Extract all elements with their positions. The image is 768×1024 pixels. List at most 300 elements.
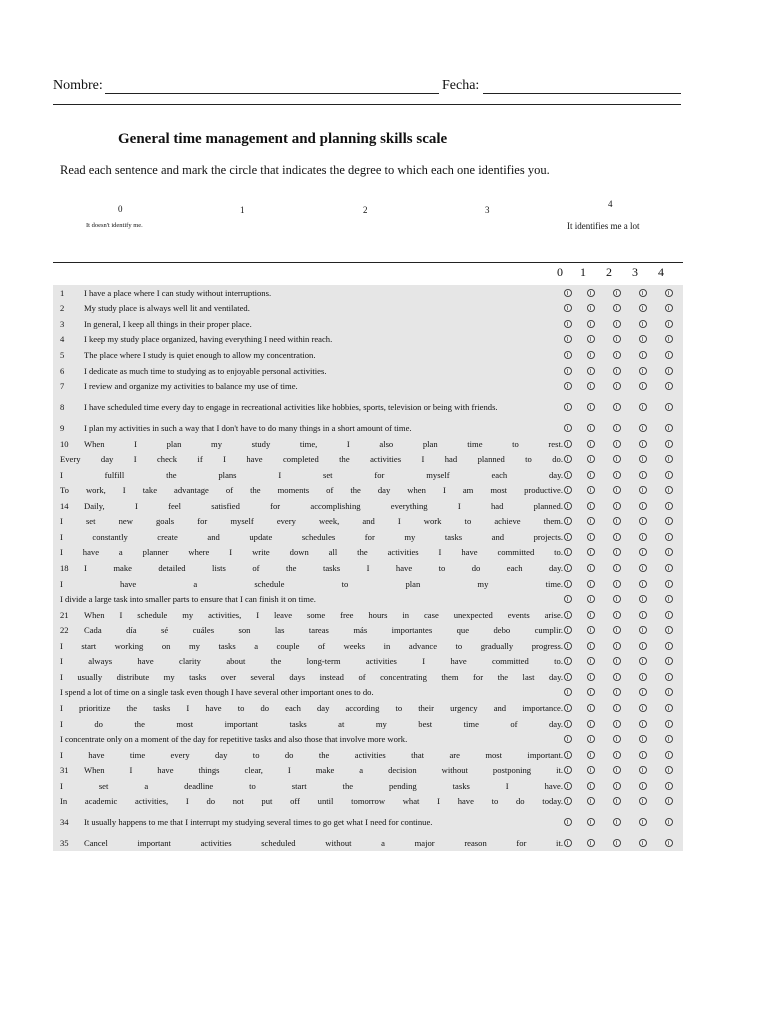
circle-option-icon[interactable]	[587, 564, 595, 572]
circle-option-icon[interactable]	[665, 335, 673, 343]
table-row	[53, 622, 683, 638]
circle-option-icon[interactable]	[613, 351, 621, 359]
circle-option-icon[interactable]	[587, 839, 595, 847]
circle-option-icon[interactable]	[613, 688, 621, 696]
circle-option-icon[interactable]	[665, 289, 673, 297]
table-row	[53, 301, 683, 317]
circle-option-icon[interactable]	[587, 735, 595, 743]
item-statement	[60, 563, 563, 573]
circle-option-icon[interactable]	[639, 351, 647, 359]
table-row	[53, 747, 683, 763]
circle-option-icon[interactable]	[613, 367, 621, 375]
circle-option-icon[interactable]	[639, 626, 647, 634]
circle-option-icon[interactable]	[665, 688, 673, 696]
circle-option-icon[interactable]	[613, 735, 621, 743]
circle-option-icon[interactable]	[587, 533, 595, 541]
circle-option-icon[interactable]	[665, 471, 673, 479]
item-text: The place where I study is quiet enough to allow my concentration.	[84, 350, 316, 360]
item-text: I have a place where I can study without interruptions.	[84, 287, 272, 298]
item-number: 3	[60, 318, 65, 329]
item-statement	[60, 781, 563, 791]
item-number: 4	[60, 334, 65, 345]
circle-option-icon[interactable]	[665, 782, 673, 790]
questionnaire-table	[53, 285, 683, 851]
circle-option-icon[interactable]	[564, 626, 572, 634]
circle-option-icon[interactable]	[639, 382, 647, 390]
circle-option-icon[interactable]	[665, 486, 673, 494]
item-statement	[60, 765, 563, 775]
circle-option-icon[interactable]	[564, 502, 572, 510]
circle-option-icon[interactable]	[564, 580, 572, 588]
table-row	[53, 731, 683, 747]
circle-option-icon[interactable]	[587, 657, 595, 665]
circle-option-icon[interactable]	[639, 642, 647, 650]
table-row	[53, 560, 683, 576]
circle-option-icon[interactable]	[587, 502, 595, 510]
circle-option-icon[interactable]	[639, 517, 647, 525]
circle-option-icon[interactable]	[587, 351, 595, 359]
item-text: Cancel important activities scheduled without a major reason for it.	[84, 838, 563, 849]
item-text: I have scheduled time every day to engage in recreational activities like hobbies, sports, television or being with friends.	[84, 402, 498, 413]
item-text: I make detailed lists of the tasks I have to do each day.	[84, 562, 563, 573]
circle-option-icon[interactable]	[639, 839, 647, 847]
circle-option-icon[interactable]	[639, 502, 647, 510]
circle-option-icon[interactable]	[665, 564, 673, 572]
circle-option-icon[interactable]	[613, 455, 621, 463]
header-fields	[53, 78, 681, 94]
circle-option-icon[interactable]	[564, 486, 572, 494]
circle-option-icon[interactable]	[665, 403, 673, 411]
circle-option-icon[interactable]	[613, 595, 621, 603]
item-text: I have a planner where I write down all the activities I have committed to.	[60, 547, 563, 558]
scale-value-3: 3	[485, 205, 490, 215]
scale-value-0: 0	[118, 204, 123, 214]
circle-option-icon[interactable]	[587, 403, 595, 411]
circle-option-icon[interactable]	[564, 304, 572, 312]
circle-option-icon[interactable]	[564, 403, 572, 411]
circle-option-icon[interactable]	[564, 720, 572, 728]
item-statement	[60, 402, 563, 412]
circle-option-icon[interactable]	[639, 766, 647, 774]
table-row	[53, 316, 683, 332]
circle-option-icon[interactable]	[587, 486, 595, 494]
circle-option-icon[interactable]	[564, 367, 572, 375]
circle-option-icon[interactable]	[613, 797, 621, 805]
circle-option-icon[interactable]	[665, 533, 673, 541]
table-row	[53, 514, 683, 530]
item-text: I plan my activities in such a way that I don't have to do many things in a short amount of time.	[84, 422, 412, 433]
table-row	[53, 576, 683, 592]
table-row	[53, 378, 683, 394]
circle-option-icon[interactable]	[587, 424, 595, 432]
name-label: Nombre:	[53, 78, 103, 93]
circle-option-icon[interactable]	[613, 766, 621, 774]
scale-value-1: 1	[240, 205, 245, 215]
circle-option-icon[interactable]	[613, 657, 621, 665]
table-row	[53, 762, 683, 778]
circle-option-icon[interactable]	[587, 673, 595, 681]
table-row	[53, 529, 683, 545]
item-number: 8	[60, 402, 65, 413]
circle-option-icon[interactable]	[587, 289, 595, 297]
item-number: 6	[60, 365, 65, 376]
circle-option-icon[interactable]	[564, 351, 572, 359]
circle-option-icon[interactable]	[587, 704, 595, 712]
circle-option-icon[interactable]	[564, 455, 572, 463]
circle-option-icon[interactable]	[665, 440, 673, 448]
table-row	[53, 685, 683, 701]
circle-option-icon[interactable]	[639, 424, 647, 432]
circle-option-icon[interactable]	[665, 517, 673, 525]
table-row	[53, 467, 683, 483]
scale-high-caption: It identifies me a lot	[567, 221, 640, 231]
item-statement	[60, 719, 563, 729]
circle-option-icon[interactable]	[665, 766, 673, 774]
circle-option-icon[interactable]	[639, 797, 647, 805]
circle-option-icon[interactable]	[665, 455, 673, 463]
item-statement	[60, 439, 563, 449]
circle-option-icon[interactable]	[665, 611, 673, 619]
circle-option-icon[interactable]	[639, 367, 647, 375]
item-text: I review and organize my activities to balance my use of time.	[84, 381, 298, 392]
date-label: Fecha:	[442, 78, 480, 93]
circle-option-icon[interactable]	[639, 782, 647, 790]
circle-option-icon[interactable]	[665, 818, 673, 826]
item-text: When I schedule my activities, I leave some free hours in case unexpected events arise.	[84, 609, 563, 620]
circle-option-icon[interactable]	[639, 403, 647, 411]
item-text: My study place is always well lit and ventilated.	[84, 303, 250, 314]
circle-option-icon[interactable]	[639, 688, 647, 696]
table-row	[53, 809, 683, 835]
circle-option-icon[interactable]	[639, 611, 647, 619]
table-row	[53, 654, 683, 670]
circle-option-icon[interactable]	[587, 548, 595, 556]
circle-option-icon[interactable]	[564, 673, 572, 681]
item-text: When I have things clear, I make a decision without postponing it.	[84, 765, 563, 776]
circle-option-icon[interactable]	[665, 657, 673, 665]
item-text: Daily, I feel satisfied for accomplishing everything I had planned.	[84, 500, 563, 511]
item-statement	[60, 501, 563, 511]
circle-option-icon[interactable]	[665, 673, 673, 681]
circle-option-icon[interactable]	[665, 382, 673, 390]
circle-option-icon[interactable]	[613, 486, 621, 494]
circle-option-icon[interactable]	[613, 642, 621, 650]
item-text: I usually distribute my tasks over several days instead of concentrating them for the last day.	[60, 671, 563, 682]
circle-option-icon[interactable]	[639, 735, 647, 743]
table-row	[53, 285, 683, 301]
item-statement	[60, 817, 563, 827]
circle-option-icon[interactable]	[613, 818, 621, 826]
header-divider	[53, 104, 681, 105]
item-statement	[60, 703, 563, 713]
table-row	[53, 835, 683, 851]
circle-option-icon[interactable]	[665, 720, 673, 728]
circle-option-icon[interactable]	[665, 704, 673, 712]
circle-option-icon[interactable]	[665, 797, 673, 805]
circle-option-icon[interactable]	[665, 351, 673, 359]
table-row	[53, 716, 683, 732]
item-statement	[60, 470, 563, 480]
circle-option-icon[interactable]	[639, 564, 647, 572]
circle-option-icon[interactable]	[587, 818, 595, 826]
circle-option-icon[interactable]	[665, 367, 673, 375]
item-statement	[60, 381, 563, 391]
circle-option-icon[interactable]	[613, 564, 621, 572]
item-text: I concentrate only on a moment of the day for repetitive tasks and also those that involve more work.	[60, 734, 408, 745]
instructions: Read each sentence and mark the circle that indicates the degree to which each one identifies you.	[60, 163, 550, 177]
item-statement	[60, 319, 563, 329]
circle-option-icon[interactable]	[564, 424, 572, 432]
item-number: 10	[60, 438, 69, 449]
item-statement	[60, 734, 563, 744]
circle-option-icon[interactable]	[564, 782, 572, 790]
item-statement	[60, 672, 563, 682]
circle-option-icon[interactable]	[639, 720, 647, 728]
circle-option-icon[interactable]	[587, 471, 595, 479]
item-statement	[60, 423, 563, 433]
circle-option-icon[interactable]	[665, 751, 673, 759]
circle-option-icon[interactable]	[613, 611, 621, 619]
circle-option-icon[interactable]	[613, 751, 621, 759]
circle-option-icon[interactable]	[613, 403, 621, 411]
circle-option-icon[interactable]	[587, 782, 595, 790]
name-field[interactable]	[105, 93, 439, 94]
circle-option-icon[interactable]	[587, 367, 595, 375]
item-number: 22	[60, 625, 69, 636]
item-number: 1	[60, 287, 65, 298]
item-text: I constantly create and update schedules for my tasks and projects.	[60, 531, 563, 542]
table-row	[53, 669, 683, 685]
circle-option-icon[interactable]	[587, 751, 595, 759]
circle-option-icon[interactable]	[639, 704, 647, 712]
circle-option-icon[interactable]	[587, 440, 595, 448]
circle-option-icon[interactable]	[665, 580, 673, 588]
item-text: I spend a lot of time on a single task even though I have several other important ones to do.	[60, 687, 374, 698]
circle-option-icon[interactable]	[639, 595, 647, 603]
circle-option-icon[interactable]	[564, 704, 572, 712]
table-row	[53, 607, 683, 623]
circle-option-icon[interactable]	[639, 486, 647, 494]
circle-option-icon[interactable]	[639, 335, 647, 343]
circle-option-icon[interactable]	[639, 455, 647, 463]
circle-option-icon[interactable]	[613, 471, 621, 479]
circle-option-icon[interactable]	[564, 533, 572, 541]
circle-option-icon[interactable]	[587, 455, 595, 463]
item-text: Cada día sé cuáles son las tareas más importantes que debo cumplir.	[84, 625, 563, 636]
table-row	[53, 700, 683, 716]
circle-option-icon[interactable]	[564, 548, 572, 556]
item-text: I keep my study place organized, having everything I need within reach.	[84, 334, 333, 345]
circle-option-icon[interactable]	[564, 751, 572, 759]
circle-option-icon[interactable]	[587, 720, 595, 728]
circle-option-icon[interactable]	[564, 517, 572, 525]
item-number: 18	[60, 562, 69, 573]
circle-option-icon[interactable]	[613, 782, 621, 790]
circle-option-icon[interactable]	[587, 382, 595, 390]
circle-option-icon[interactable]	[613, 289, 621, 297]
table-row	[53, 778, 683, 794]
item-statement	[60, 350, 563, 360]
circle-option-icon[interactable]	[587, 626, 595, 634]
circle-option-icon[interactable]	[639, 751, 647, 759]
item-statement	[60, 625, 563, 635]
circle-option-icon[interactable]	[564, 320, 572, 328]
circle-option-icon[interactable]	[587, 595, 595, 603]
circle-option-icon[interactable]	[665, 839, 673, 847]
item-text: In academic activities, I do not put off until tomorrow what I have to do today.	[60, 796, 563, 807]
circle-option-icon[interactable]	[613, 580, 621, 588]
item-text: I start working on my tasks a couple of weeks in advance to gradually progress.	[60, 640, 563, 651]
circle-option-icon[interactable]	[665, 502, 673, 510]
circle-option-icon[interactable]	[639, 289, 647, 297]
circle-option-icon[interactable]	[665, 304, 673, 312]
item-text: It usually happens to me that I interrupt my studying several times to go get what I need for continue.	[84, 817, 433, 828]
circle-option-icon[interactable]	[564, 642, 572, 650]
item-statement	[60, 485, 563, 495]
date-field[interactable]	[483, 93, 681, 94]
circle-option-icon[interactable]	[639, 533, 647, 541]
circle-option-icon[interactable]	[564, 289, 572, 297]
circle-option-icon[interactable]	[639, 580, 647, 588]
item-text: I dedicate as much time to studying as to enjoyable personal activities.	[84, 365, 327, 376]
column-header-0: 0	[557, 265, 563, 279]
table-top-rule	[53, 262, 683, 263]
item-statement	[60, 288, 563, 298]
item-text: When I plan my study time, I also plan time to rest.	[84, 438, 563, 449]
item-statement	[60, 454, 563, 464]
circle-option-icon[interactable]	[587, 335, 595, 343]
table-row	[53, 420, 683, 436]
circle-option-icon[interactable]	[564, 611, 572, 619]
item-number: 9	[60, 422, 65, 433]
circle-option-icon[interactable]	[564, 766, 572, 774]
circle-option-icon[interactable]	[564, 440, 572, 448]
circle-option-icon[interactable]	[564, 657, 572, 665]
table-row	[53, 436, 683, 452]
circle-option-icon[interactable]	[665, 320, 673, 328]
table-row	[53, 347, 683, 363]
circle-option-icon[interactable]	[665, 735, 673, 743]
item-text: I have time every day to do the activities that are most important.	[60, 749, 563, 760]
item-statement	[60, 579, 563, 589]
circle-option-icon[interactable]	[613, 502, 621, 510]
item-statement	[60, 594, 563, 604]
circle-option-icon[interactable]	[613, 626, 621, 634]
table-row	[53, 545, 683, 561]
circle-option-icon[interactable]	[587, 320, 595, 328]
item-statement	[60, 796, 563, 806]
circle-option-icon[interactable]	[639, 657, 647, 665]
item-statement	[60, 838, 563, 848]
circle-option-icon[interactable]	[613, 440, 621, 448]
item-statement	[60, 516, 563, 526]
circle-option-icon[interactable]	[564, 797, 572, 805]
table-row	[53, 332, 683, 348]
circle-option-icon[interactable]	[639, 440, 647, 448]
circle-option-icon[interactable]	[665, 595, 673, 603]
circle-option-icon[interactable]	[564, 839, 572, 847]
scale-low-caption: It doesn't identify me.	[86, 222, 143, 229]
circle-option-icon[interactable]	[639, 818, 647, 826]
item-statement	[60, 547, 563, 557]
circle-option-icon[interactable]	[613, 320, 621, 328]
table-row	[53, 451, 683, 467]
circle-option-icon[interactable]	[564, 595, 572, 603]
table-row	[53, 498, 683, 514]
circle-option-icon[interactable]	[587, 688, 595, 696]
circle-option-icon[interactable]	[639, 673, 647, 681]
table-row	[53, 591, 683, 607]
item-statement	[60, 750, 563, 760]
item-statement	[60, 334, 563, 344]
item-text: I do the most important tasks at my best time of day.	[60, 718, 563, 729]
circle-option-icon[interactable]	[613, 304, 621, 312]
table-row	[53, 394, 683, 420]
circle-option-icon[interactable]	[613, 517, 621, 525]
circle-option-icon[interactable]	[613, 704, 621, 712]
circle-option-icon[interactable]	[564, 564, 572, 572]
scale-value-4: 4	[608, 199, 613, 209]
circle-option-icon[interactable]	[587, 611, 595, 619]
circle-option-icon[interactable]	[665, 548, 673, 556]
item-statement	[60, 687, 563, 697]
circle-option-icon[interactable]	[613, 839, 621, 847]
circle-option-icon[interactable]	[564, 335, 572, 343]
circle-option-icon[interactable]	[613, 720, 621, 728]
circle-option-icon[interactable]	[665, 626, 673, 634]
circle-option-icon[interactable]	[564, 471, 572, 479]
item-text: I set new goals for myself every week, and I work to achieve them.	[60, 516, 563, 527]
scale-value-2: 2	[363, 205, 368, 215]
item-text: Every day I check if I have completed the activities I had planned to do.	[60, 454, 563, 465]
circle-option-icon[interactable]	[587, 304, 595, 312]
item-text: I prioritize the tasks I have to do each day according to their urgency and importance.	[60, 703, 563, 714]
item-text: I always have clarity about the long-term activities I have committed to.	[60, 656, 563, 667]
circle-option-icon[interactable]	[587, 580, 595, 588]
circle-option-icon[interactable]	[613, 548, 621, 556]
circle-option-icon[interactable]	[639, 548, 647, 556]
circle-option-icon[interactable]	[665, 642, 673, 650]
table-row	[53, 363, 683, 379]
item-text: I set a deadline to start the pending tasks I have.	[60, 780, 563, 791]
circle-option-icon[interactable]	[613, 424, 621, 432]
circle-option-icon[interactable]	[564, 818, 572, 826]
item-statement	[60, 532, 563, 542]
circle-option-icon[interactable]	[665, 424, 673, 432]
circle-option-icon[interactable]	[564, 688, 572, 696]
circle-option-icon[interactable]	[564, 382, 572, 390]
circle-option-icon[interactable]	[587, 797, 595, 805]
circle-option-icon[interactable]	[613, 335, 621, 343]
item-statement	[60, 656, 563, 666]
circle-option-icon[interactable]	[613, 673, 621, 681]
item-number: 21	[60, 609, 69, 620]
circle-option-icon[interactable]	[587, 766, 595, 774]
circle-option-icon[interactable]	[587, 642, 595, 650]
item-text: I fulfill the plans I set for myself each day.	[60, 469, 563, 480]
item-text: In general, I keep all things in their proper place.	[84, 318, 252, 329]
circle-option-icon[interactable]	[639, 304, 647, 312]
item-number: 14	[60, 500, 69, 511]
item-text: I have a schedule to plan my time.	[60, 578, 563, 589]
circle-option-icon[interactable]	[587, 517, 595, 525]
circle-option-icon[interactable]	[639, 471, 647, 479]
circle-option-icon[interactable]	[564, 735, 572, 743]
table-row	[53, 482, 683, 498]
circle-option-icon[interactable]	[639, 320, 647, 328]
circle-option-icon[interactable]	[613, 382, 621, 390]
circle-option-icon[interactable]	[613, 533, 621, 541]
